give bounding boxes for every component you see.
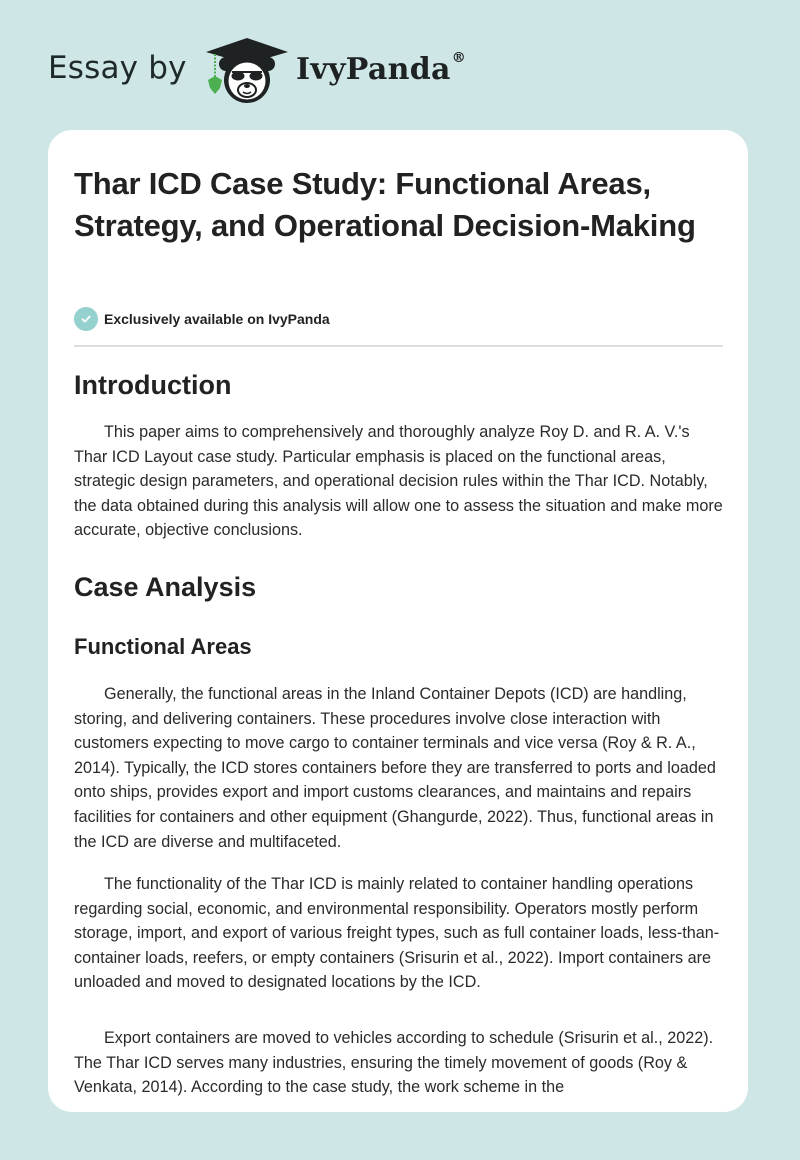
brand-name[interactable] [296, 52, 466, 87]
exclusive-text: Exclusively available on IvyPanda [104, 311, 330, 327]
registered-mark: ® [451, 50, 467, 66]
divider [74, 345, 723, 347]
panda-graduate-icon[interactable] [202, 34, 292, 109]
essay-card [48, 130, 748, 1112]
intro-paragraph: This paper aims to comprehensively and thoroughly analyze Roy D. and R. A. V.'s Thar ICD Layout case study. Particular emphasis is placed on the functional areas, strategic design parameters, and operational decision rules within the Thar ICD. Notably, the data obtained during this analysis will allow one to assess the situation and make more accurate, objective conclusions. [74, 423, 723, 540]
functional-areas-paragraph-3: Export containers are moved to vehicles according to schedule (Srisurin et al., 2022). The Thar ICD serves many industries, ensuring the timely movement of goods (Roy & Venkata, 2014). According to the case study, the work scheme in the [74, 1029, 714, 1097]
section-heading-introduction: Introduction [74, 370, 232, 400]
page-title: Thar ICD Case Study: Functional Areas, Strategy, and Operational Decision-Making [74, 166, 696, 243]
functional-areas-paragraph-1: Generally, the functional areas in the Inland Container Depots (ICD) are handling, storing, and delivering containers. These procedures involve close interaction with customers expecting to move cargo to container terminals and vice versa (Roy & R. A., 2014). Typically, the ICD stores containers before they are transferred to ports and loaded onto ships, provides export and import customs clearances, and maintains and repairs facilities for containers and other equipment (Ghangurde, 2022). Thus, functional areas in the ICD are diverse and multifaceted. [74, 685, 716, 851]
section-heading-case-analysis: Case Analysis [74, 572, 257, 602]
functional-areas-paragraph-2: The functionality of the Thar ICD is mainly related to container handling operations regarding social, economic, and environmental responsibility. Operators mostly perform storage, import, and export of various freight types, such as full container loads, less-than-container loads, reefers, or empty containers (Srisurin et al., 2022). Import containers are unloaded and moved to designated locations by the ICD. [74, 875, 720, 992]
essay-by-label: Essay by [48, 50, 187, 86]
brand-text: IvyPanda [296, 52, 451, 87]
subsection-heading-functional-areas: Functional Areas [74, 634, 252, 659]
check-circle-icon [74, 307, 98, 331]
exclusive-badge [74, 307, 330, 331]
site-header [0, 0, 800, 130]
